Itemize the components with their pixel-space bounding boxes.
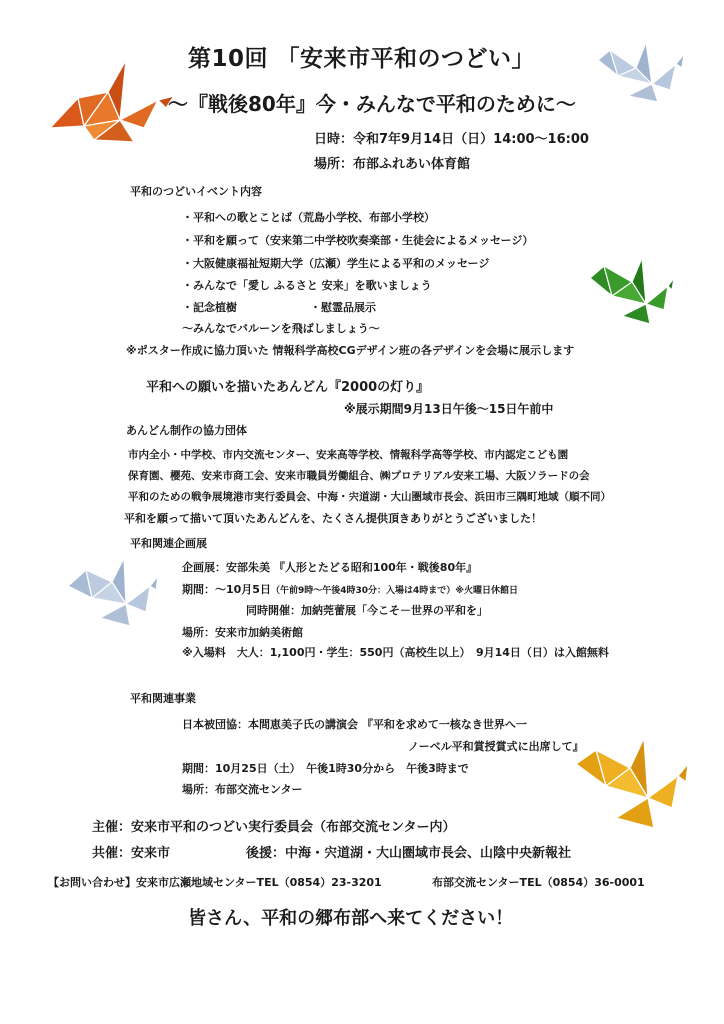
page-subtitle: ～『戦後80年』今・みんなで平和のために～ [168, 92, 576, 116]
exhibition-concurrent: 同時開催：加納莞蕾展「今こそ－世界の平和を」 [246, 604, 488, 617]
andon-group-line: 市内全小・中学校、市内交流センター、安来高等学校、情報科学高等学校、市内認定こども園 [128, 449, 569, 461]
exhibition-venue: 場所：安来市加納美術館 [182, 626, 303, 639]
contact-fube: 布部交流センターTEL（0854）36-0001 [432, 876, 645, 889]
andon-heading: 平和への願いを描いたあんどん『2000の灯り』 [146, 380, 430, 395]
event-item: ～みんなでバルーンを飛ばしましょう～ [182, 322, 380, 335]
exhibition-fee: ※入場料 大人：1,100円・学生：550円（高校生以上） 9月14日（日）は入館無料 [182, 646, 609, 659]
andon-group-line: 保育園、櫻苑、安来市商工会、安来市職員労働組合、㈱プロテリアル安来工場、大阪ソラードの会 [128, 470, 590, 482]
poster-note: ※ポスター作成に協力頂いた 情報科学高校CGデザイン班の各デザインを会場に展示します [126, 344, 575, 357]
event-item: ・大阪健康福祉短期大学（広瀬）学生による平和のメッセージ [182, 257, 490, 270]
support: 後援：中海・宍道湖・大山圏域市長会、山陰中央新報社 [246, 846, 572, 861]
blue-crane-icon [596, 40, 686, 110]
event-item: ・みんなで「愛し ふるさと 安来」を歌いましょう [182, 279, 432, 292]
contact-line [48, 874, 382, 890]
light-blue-crane-icon [66, 556, 158, 628]
andon-groups-heading: あんどん制作の協力団体 [126, 424, 247, 437]
exhibition-name: 企画展：安部朱美 『人形とたどる昭和100年・戦後80年』 [182, 561, 478, 574]
exhibition-period [182, 581, 518, 597]
andon-period: ※展示期間9月13日午後～15日午前中 [344, 402, 554, 416]
yellow-crane-icon [574, 736, 690, 832]
cosponsor: 共催：安来市 [92, 846, 171, 861]
green-crane-icon [588, 256, 674, 328]
events-heading: 平和のつどいイベント内容 [130, 185, 262, 198]
contact-hirose: 安来市広瀬地域センターTEL（0854）23-3201 [136, 876, 382, 889]
andon-group-line: 平和のための戦争展境港市実行委員会、中海・宍道湖・大山圏域市長会、浜田市三隅町地域（順不同） [128, 491, 611, 503]
page-title: 第10回 「安来市平和のつどい」 [188, 46, 536, 72]
event-venue: 場所：布部ふれあい体育館 [314, 157, 471, 172]
exhibition-heading: 平和関連企画展 [130, 537, 207, 550]
lecture-date: 期間：10月25日（土） 午後1時30分から 午後3時まで [182, 762, 469, 775]
exhibition-period-label: 期間：～10月5日 [182, 583, 271, 596]
lecture-venue: 場所：布部交流センター [182, 783, 303, 796]
organizer: 主催：安来市平和のつどい実行委員会（布部交流センター内） [92, 820, 456, 835]
exhibition-period-detail: （午前9時～午後4時30分：入場は4時まで）※火曜日休館日 [270, 586, 519, 596]
andon-thanks: 平和を願って描いて頂いたあんどんを、たくさん提供頂きありがとうございました！ [124, 512, 542, 525]
event-item: ・記念植樹 [182, 301, 237, 314]
lecture-title-1: 日本被団協：本間恵美子氏の講演会 『平和を求めて一核なき世界へ一 [182, 718, 527, 731]
lecture-title-2: ノーベル平和賞授賞式に出席して』 [408, 740, 584, 753]
contact-label: 【お問い合わせ】 [48, 876, 136, 889]
project-heading: 平和関連事業 [130, 692, 196, 705]
orange-crane-icon [48, 56, 176, 156]
event-item: ・平和を願って（安来第二中学校吹奏楽部・生徒会によるメッセージ） [182, 234, 534, 247]
event-item: ・慰霊品展示 [310, 301, 376, 314]
event-item: ・平和への歌とことば（荒島小学校、布部小学校） [182, 211, 435, 224]
event-datetime: 日時：令和7年9月14日（日）14:00～16:00 [314, 132, 589, 147]
closing-message: 皆さん、平和の郷布部へ来てください！ [188, 908, 514, 929]
